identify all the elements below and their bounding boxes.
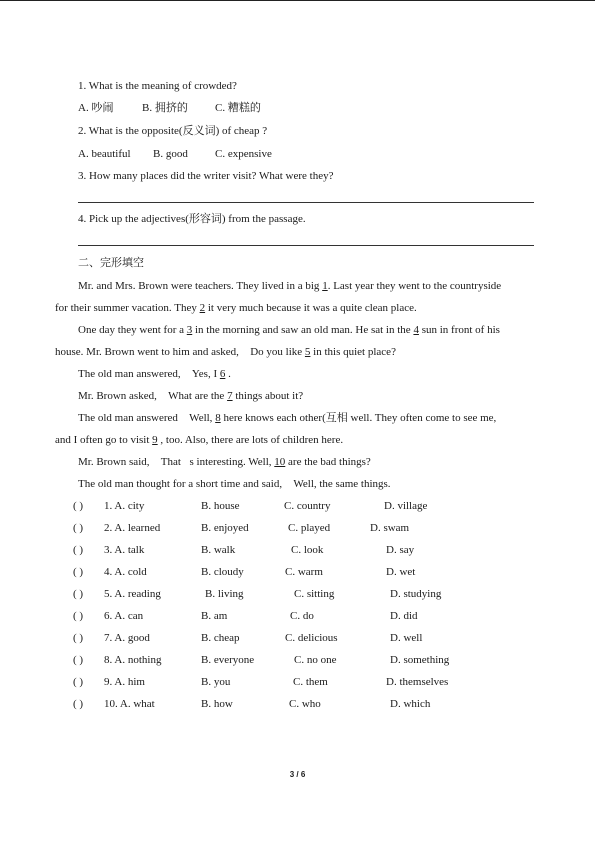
q1-option-a: A. 吵闹 xyxy=(78,102,114,114)
choice-paren[interactable]: ( ) xyxy=(73,500,84,512)
choice-option-b: B. walk xyxy=(201,544,236,556)
page-number: 3 / 6 xyxy=(289,770,306,779)
choice-paren[interactable]: ( ) xyxy=(73,610,84,622)
choice-option-a: 6. A. can xyxy=(104,610,144,622)
question-2: 2. What is the opposite(反义词) of cheap ? xyxy=(78,125,268,137)
page-top-rule xyxy=(0,0,595,1)
choice-option-c: C. delicious xyxy=(285,632,338,644)
choice-paren[interactable]: ( ) xyxy=(73,566,84,578)
blank-8: 8 xyxy=(215,412,221,424)
passage-line-9: Mr. Brown said,  That s interesting. Well, 10 are the bad things?  xyxy=(78,456,380,468)
q2-option-a: A. beautiful xyxy=(78,148,131,160)
choice-option-b: B. how xyxy=(201,698,233,710)
choice-paren[interactable]: ( ) xyxy=(73,698,84,710)
choice-paren[interactable]: ( ) xyxy=(73,522,84,534)
q2-option-c: C. expensive xyxy=(215,148,272,160)
blank-2: 2 xyxy=(199,302,206,314)
choice-option-b: B. enjoyed xyxy=(201,522,249,534)
q1-option-b: B. 拥挤的 xyxy=(142,102,188,114)
q1-option-c: C. 糟糕的 xyxy=(215,102,261,114)
blank-5: 5 xyxy=(304,346,311,358)
choice-option-a: 1. A. city xyxy=(104,500,145,512)
choice-option-d: D. say xyxy=(386,544,415,556)
passage-line-5: The old man answered,  Yes, I 6 .  xyxy=(78,368,240,380)
choice-option-a: 5. A. reading xyxy=(104,588,161,600)
choice-option-d: D. studying xyxy=(390,588,442,600)
choice-paren[interactable]: ( ) xyxy=(73,588,84,600)
blank-10: 10 xyxy=(274,456,286,468)
section-heading: 二、完形填空 xyxy=(78,257,144,269)
choice-option-c: C. no one xyxy=(294,654,337,666)
answer-line-4 xyxy=(78,245,534,246)
choice-option-a: 4. A. cold xyxy=(104,566,147,578)
answer-line-3 xyxy=(78,202,534,203)
choice-option-c: C. sitting xyxy=(294,588,335,600)
choice-option-b: B. cloudy xyxy=(201,566,244,578)
passage-line-7: The old man answered  Well, 8 here knows each other(互相 well. They often come to see me, xyxy=(78,412,497,424)
passage-line-2: for their summer vacation. They 2 it very much because it was a quite clean place. xyxy=(55,302,417,314)
choice-option-b: B. you xyxy=(201,676,231,688)
choice-option-a: 7. A. good xyxy=(104,632,150,644)
choice-option-c: C. who xyxy=(289,698,321,710)
choice-option-c: C. them xyxy=(293,676,328,688)
question-3: 3. How many places did the writer visit? What were they? xyxy=(78,170,334,182)
choice-paren[interactable]: ( ) xyxy=(73,544,84,556)
choice-option-c: C. country xyxy=(284,500,331,512)
choice-paren[interactable]: ( ) xyxy=(73,632,84,644)
choice-option-d: D. themselves xyxy=(386,676,449,688)
question-1: 1. What is the meaning of crowded? xyxy=(78,80,237,92)
passage-line-1: Mr. and Mrs. Brown were teachers. They lived in a big 1. Last year they went to the countryside xyxy=(78,280,502,292)
choice-option-d: D. wet xyxy=(386,566,416,578)
choice-option-b: B. everyone xyxy=(201,654,255,666)
choice-option-b: B. am xyxy=(201,610,228,622)
choice-option-d: D. something xyxy=(390,654,450,666)
passage-line-10: The old man thought for a short time and said,  Well, the same things.  xyxy=(78,478,400,490)
choice-option-d: D. well xyxy=(390,632,423,644)
choice-paren[interactable]: ( ) xyxy=(73,676,84,688)
choice-option-d: D. did xyxy=(390,610,418,622)
blank-4: 4 xyxy=(413,324,419,336)
choice-option-d: D. swam xyxy=(370,522,410,534)
choice-paren[interactable]: ( ) xyxy=(73,654,84,666)
choice-option-a: 8. A. nothing xyxy=(104,654,162,666)
passage-line-6: Mr. Brown asked,  What are the 7 things about it?  xyxy=(78,390,312,402)
passage-line-8: and I often go to visit 9 , too. Also, there are lots of children here.  xyxy=(55,434,352,446)
blank-3: 3 xyxy=(186,324,193,336)
choice-option-b: B. cheap xyxy=(201,632,240,644)
choice-option-a: 9. A. him xyxy=(104,676,145,688)
choice-option-d: D. village xyxy=(384,500,428,512)
choice-option-b: B. house xyxy=(201,500,240,512)
choice-option-c: C. played xyxy=(288,522,331,534)
choice-option-d: D. which xyxy=(390,698,431,710)
blank-7: 7 xyxy=(227,390,233,402)
q2-option-b: B. good xyxy=(153,148,188,160)
blank-6: 6 xyxy=(219,368,226,380)
choice-option-c: C. do xyxy=(290,610,314,622)
choice-option-a: 10. A. what xyxy=(104,698,155,710)
passage-line-3: One day they went for a 3 in the morning and saw an old man. He sat in the 4 sun in front of his xyxy=(78,324,500,336)
choice-option-a: 2. A. learned xyxy=(104,522,161,534)
choice-option-c: C. warm xyxy=(285,566,323,578)
passage-line-4: house. Mr. Brown went to him and asked,  Do you like 5 in this quiet place?  xyxy=(55,346,405,358)
blank-9: 9 xyxy=(152,434,158,446)
choice-option-c: C. look xyxy=(291,544,324,556)
choice-option-b: B. living xyxy=(205,588,244,600)
choice-option-a: 3. A. talk xyxy=(104,544,145,556)
blank-1: 1 xyxy=(322,280,328,292)
question-4: 4. Pick up the adjectives(形容词) from the passage. xyxy=(78,213,306,225)
